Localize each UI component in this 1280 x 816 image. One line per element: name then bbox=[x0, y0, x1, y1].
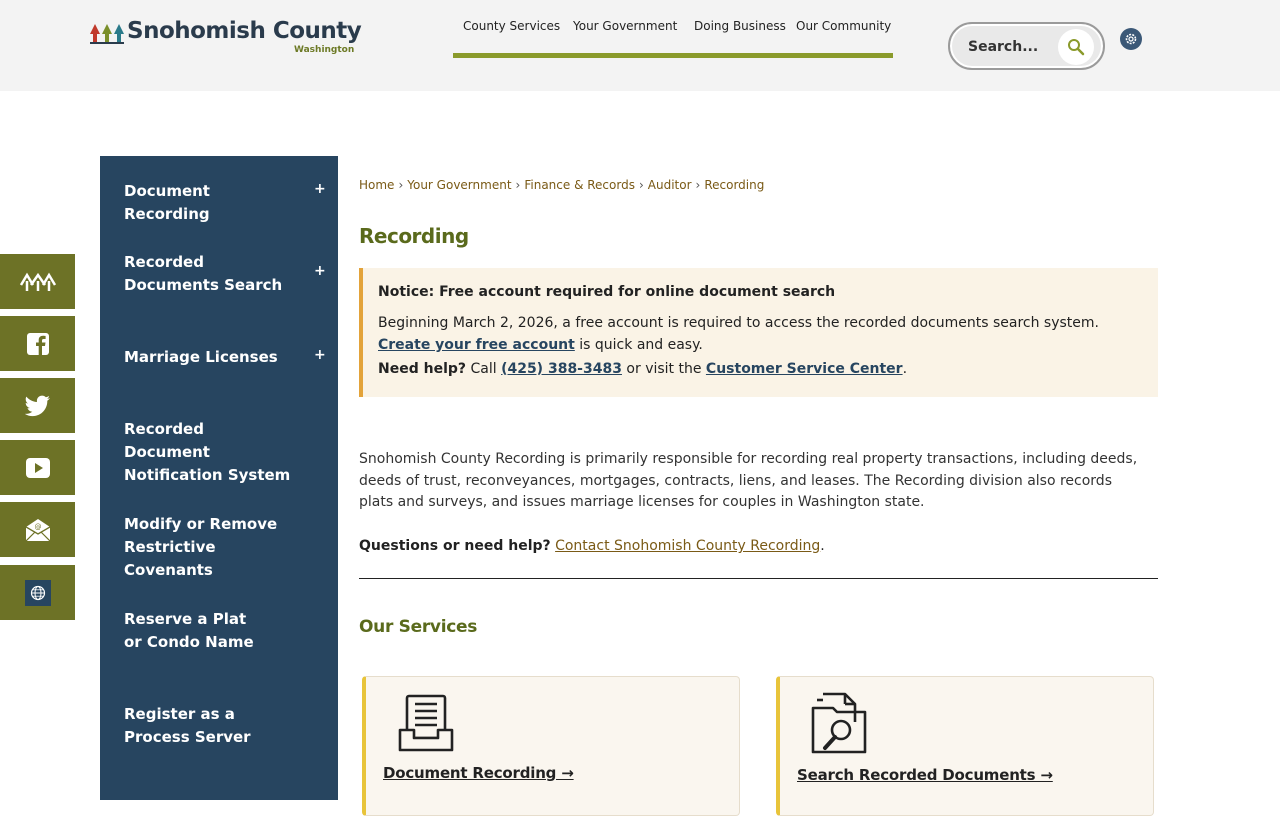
customer-service-center-link[interactable]: Customer Service Center bbox=[705, 361, 903, 377]
social-youtube[interactable] bbox=[0, 440, 75, 495]
notice-body bbox=[378, 312, 1148, 356]
youtube-icon bbox=[26, 458, 50, 478]
breadcrumb-your-government[interactable]: Your Government bbox=[407, 178, 512, 192]
search-box[interactable] bbox=[948, 22, 1105, 70]
breadcrumb-auditor[interactable]: Auditor bbox=[647, 178, 692, 192]
sidebar-item-notification-system[interactable]: Recorded Document Notification System bbox=[124, 420, 291, 484]
logo-subtext: Washington bbox=[294, 45, 355, 55]
social-facebook[interactable] bbox=[0, 316, 75, 371]
search-input[interactable]: Search... bbox=[968, 39, 1039, 55]
main-navigation bbox=[453, 18, 893, 58]
questions-label: Questions or need help? bbox=[359, 538, 551, 554]
intro-paragraph: Snohomish County Recording is primarily responsible for recording real property transactions, including deeds, deeds of trust, reconveyances, mortgages, contracts, liens, and leases. The Recording division also records plats and surveys, and issues marriage licenses for couples in Washington state. bbox=[359, 451, 1138, 510]
nav-county-services[interactable]: County Services bbox=[463, 19, 561, 33]
sidebar-item-recorded-documents-search[interactable]: Recorded Documents Search bbox=[124, 253, 283, 294]
social-translate[interactable] bbox=[0, 565, 75, 620]
notice-help-call: Call bbox=[466, 361, 502, 377]
social-email[interactable] bbox=[0, 502, 75, 557]
twitter-icon bbox=[25, 395, 51, 417]
notice-title: Notice: Free account required for online document search bbox=[378, 284, 836, 300]
breadcrumb-separator: › bbox=[638, 178, 644, 192]
notice-body-text: Beginning March 2, 2026, a free account is required to access the recorded documents search system. bbox=[378, 315, 1099, 331]
questions-end: . bbox=[820, 538, 825, 554]
breadcrumb-finance-records[interactable]: Finance & Records bbox=[524, 178, 635, 192]
nav-doing-business[interactable]: Doing Business bbox=[694, 19, 786, 33]
nav-your-government[interactable]: Your Government bbox=[573, 19, 678, 33]
document-search-icon bbox=[811, 692, 869, 756]
search-button[interactable] bbox=[1058, 29, 1094, 65]
gear-icon bbox=[1124, 32, 1138, 46]
notice-help-or: or visit the bbox=[621, 361, 706, 377]
service-card-document-recording[interactable] bbox=[362, 676, 740, 816]
breadcrumb-home[interactable]: Home bbox=[359, 178, 395, 192]
expand-icon[interactable]: + bbox=[314, 181, 326, 197]
phone-link[interactable]: (425) 388-3483 bbox=[501, 361, 622, 377]
document-recording-link[interactable]: Document Recording → bbox=[383, 764, 574, 782]
social-home[interactable] bbox=[0, 254, 75, 309]
breadcrumb bbox=[359, 178, 764, 192]
facebook-icon bbox=[27, 333, 49, 355]
sidebar-item-restrictive-covenants[interactable]: Modify or Remove Restrictive Covenants bbox=[124, 515, 278, 579]
notice-help-end: . bbox=[902, 361, 908, 377]
notice-help bbox=[378, 361, 907, 377]
divider bbox=[359, 578, 1158, 579]
sidebar-item-process-server[interactable]: Register as a Process Server bbox=[124, 705, 251, 746]
trees-logo-icon bbox=[19, 271, 57, 293]
county-logo[interactable] bbox=[90, 18, 360, 58]
social-twitter[interactable] bbox=[0, 378, 75, 433]
document-tray-icon bbox=[398, 694, 454, 754]
expand-icon[interactable]: + bbox=[314, 263, 326, 279]
site-header bbox=[0, 0, 1280, 91]
notice-create-tail: is quick and easy. bbox=[574, 337, 703, 353]
expand-icon[interactable]: + bbox=[314, 347, 326, 363]
notice-box bbox=[359, 268, 1158, 397]
settings-button[interactable] bbox=[1120, 28, 1142, 50]
breadcrumb-separator: › bbox=[398, 178, 404, 192]
translate-globe-icon bbox=[25, 580, 51, 606]
section-sidebar-nav bbox=[100, 156, 338, 800]
service-card-search-recorded-documents[interactable] bbox=[776, 676, 1154, 816]
search-icon bbox=[1067, 38, 1085, 56]
nav-our-community[interactable]: Our Community bbox=[796, 19, 892, 33]
breadcrumb-separator: › bbox=[515, 178, 521, 192]
sidebar-item-marriage-licenses[interactable]: Marriage Licenses bbox=[124, 348, 278, 366]
email-icon bbox=[26, 519, 50, 541]
sidebar-item-reserve-plat[interactable]: Reserve a Plat or Condo Name bbox=[124, 610, 254, 651]
create-account-link[interactable]: Create your free account bbox=[378, 337, 575, 353]
logo-text: Snohomish County bbox=[127, 18, 362, 44]
svg-text:@: @ bbox=[34, 522, 41, 531]
trees-logo-icon bbox=[90, 22, 124, 44]
page-title: Recording bbox=[359, 224, 469, 248]
breadcrumb-separator: › bbox=[695, 178, 701, 192]
breadcrumb-recording[interactable]: Recording bbox=[704, 178, 765, 192]
contact-recording-link[interactable]: Contact Snohomish County Recording bbox=[555, 538, 821, 554]
questions-line bbox=[359, 538, 825, 554]
search-recorded-documents-link[interactable]: Search Recorded Documents → bbox=[797, 766, 1053, 784]
notice-help-label: Need help? bbox=[378, 361, 467, 377]
services-heading: Our Services bbox=[359, 617, 478, 637]
sidebar-item-document-recording[interactable]: Document Recording bbox=[124, 182, 210, 223]
